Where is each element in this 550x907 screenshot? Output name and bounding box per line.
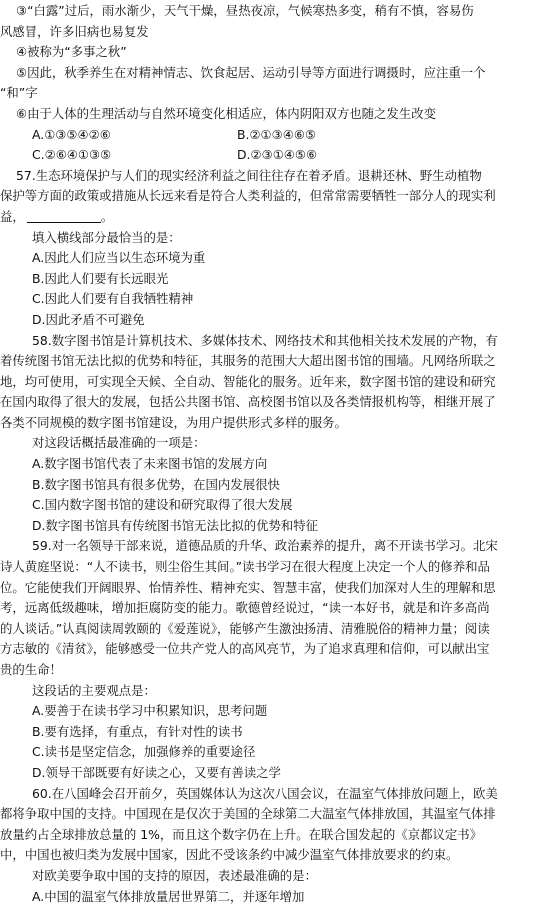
q57-prompt: 填入横线部分最恰当的是： — [32, 229, 181, 245]
q59-line-7: 贵的生命！ — [0, 662, 62, 677]
q58-option-d: D.数字图书馆具有传统图书馆无法比拟的优势和特征 — [32, 517, 319, 533]
option-b: B.②①③④⑥⑤ — [237, 126, 317, 142]
options-row-cd — [16, 145, 544, 166]
q57-stem-line-1: 57.生态环境保护与人们的现实经济利益之间往往存在着矛盾。退耕还林、野生动植物 — [16, 167, 482, 183]
q60-line-3: 放量约占全球排放总量的 1%，而且这个数字仍在上升。在联合国发起的《京都议定书》 — [0, 826, 483, 842]
statement-4: ④被称为“多事之秋” — [16, 44, 127, 60]
q59-line-4: 考，远离低级趣味，增加拒腐防变的能力。歌德曾经说过，“读一本好书，就是和许多高尚 — [0, 600, 490, 616]
q58-option-a: A.数字图书馆代表了未来图书馆的发展方向 — [32, 456, 268, 472]
q57-option-c: C.因此人们要有自我牺牲精神 — [32, 291, 194, 307]
q57-fill-blank — [27, 209, 101, 223]
options-row-ab — [16, 125, 544, 146]
q60-prompt: 对欧美要争取中国的支持的原因，表述最准确的是： — [32, 867, 317, 883]
question-58 — [0, 331, 544, 537]
q59-option-a: A.要善于在读书学习中积累知识，思考问题 — [32, 703, 268, 719]
option-d: D.②③①④⑤⑥ — [237, 147, 318, 163]
q58-line-2: 着传统图书馆无法比拟的优势和特征，其服务的范围大大超出图书馆的围墙。凡网络所联之 — [0, 353, 496, 369]
option-a: A.①③⑤④②⑥ — [32, 126, 111, 142]
q57-option-b: B.因此人们要有长远眼光 — [32, 270, 169, 286]
q58-line-4: 在国内取得了很大的发展，包括公共图书馆、高校图书馆以及各类情报机构等，相继开展了 — [0, 394, 496, 410]
q58-line-5: 各类不同规模的数字图书馆建设，为用户提供形式多样的服务。 — [0, 414, 347, 430]
q59-option-b: B.要有选择，有重点，有针对性的读书 — [32, 723, 243, 739]
statement-3-line-2: 风感冒，许多旧病也易复发 — [0, 23, 149, 39]
q59-line-6: 方志敏的《清贫》，能够感受一位共产党人的高风亮节，为了追求真理和信仰，可以献出宝 — [0, 641, 490, 657]
question-57 — [0, 166, 544, 331]
option-c: C.②⑥④①③⑤ — [32, 147, 112, 163]
q59-prompt: 这段话的主要观点是： — [32, 682, 156, 698]
q60-option-a: A.中国的温室气体排放量居世界第二，并逐年增加 — [32, 888, 305, 904]
q58-line-3: 地，均可使用，可实现全天候、全自动、智能化的服务。近年来，数字图书馆的建设和研究 — [0, 373, 496, 389]
q59-line-5: 的人谈话。”认真阅读周敦颐的《爱莲说》，能够产生激浊扬清、清雅脱俗的精神力量；阅读 — [0, 620, 490, 636]
q57-stem-line-3 — [0, 207, 544, 228]
q57-stem-text: 益， — [0, 208, 25, 224]
statement-3-line-1: ③“白露”过后，雨水渐少，天气干燥，昼热夜凉，气候寒热多变，稍有不慎，容易伤 — [16, 3, 474, 18]
q59-line-2: 诗人黄庭坚说：“人不读书，则尘俗生其间。”读书学习在很大程度上决定一个人的修养和品 — [0, 559, 490, 575]
statement-5-line-1: ⑤因此，秋季养生在对精神情志、饮食起居、运动引导等方面进行调摄时，应注重一个 — [16, 64, 486, 80]
statement-6: ⑥由于人体的生理活动与自然环境变化相适应，体内阴阳双方也随之发生改变 — [16, 105, 436, 121]
q60-line-1: 60.在八国峰会召开前夕，英国媒体认为这次八国会议，在温室气体排放问题上，欧美 — [32, 785, 498, 801]
q58-prompt: 对这段话概括最准确的一项是： — [32, 435, 206, 451]
q60-line-4: 中，中国也被归类为发展中国家，因此不受该条约中减少温室气体排放要求的约束。 — [0, 847, 459, 863]
q57-stem-end: 。 — [100, 208, 114, 224]
q57-option-d: D.因此矛盾不可避免 — [32, 311, 145, 327]
q58-option-b: B.数字图书馆具有很多优势，在国内发展很快 — [32, 476, 280, 492]
q58-line-1: 58.数字图书馆是计算机技术、多媒体技术、网络技术和其他相关技术发展的产物，有 — [32, 332, 498, 348]
question-60 — [0, 784, 544, 907]
q57-stem-line-2: 保护等方面的政策或措施从长远来看是符合人类利益的，但常常需要牺牲一部分人的现实利 — [0, 188, 496, 204]
question-59 — [0, 536, 544, 783]
statement-5-line-2: “和”字 — [0, 85, 38, 101]
q60-line-2: 都将争取中国的支持。中国现在是仅次于美国的全球第二大温室气体排放国，其温室气体排 — [0, 806, 496, 822]
previous-question-items — [0, 1, 544, 166]
q59-line-3: 位。它能使我们开阔眼界、怡情养性、精神充实、智慧丰富，使我们加深对人生的理解和思 — [0, 579, 496, 595]
q59-option-d: D.领导干部既要有好读之心，又要有善读之学 — [32, 764, 281, 780]
q59-option-c: C.读书是坚定信念，加强修养的重要途径 — [32, 744, 256, 760]
q58-option-c: C.国内数字图书馆的建设和研究取得了很大发展 — [32, 497, 293, 513]
q59-line-1: 59.对一名领导干部来说，道德品质的升华、政治素养的提升，离不开读书学习。北宋 — [32, 538, 498, 554]
q57-option-a: A.因此人们应当以生态环境为重 — [32, 250, 206, 266]
